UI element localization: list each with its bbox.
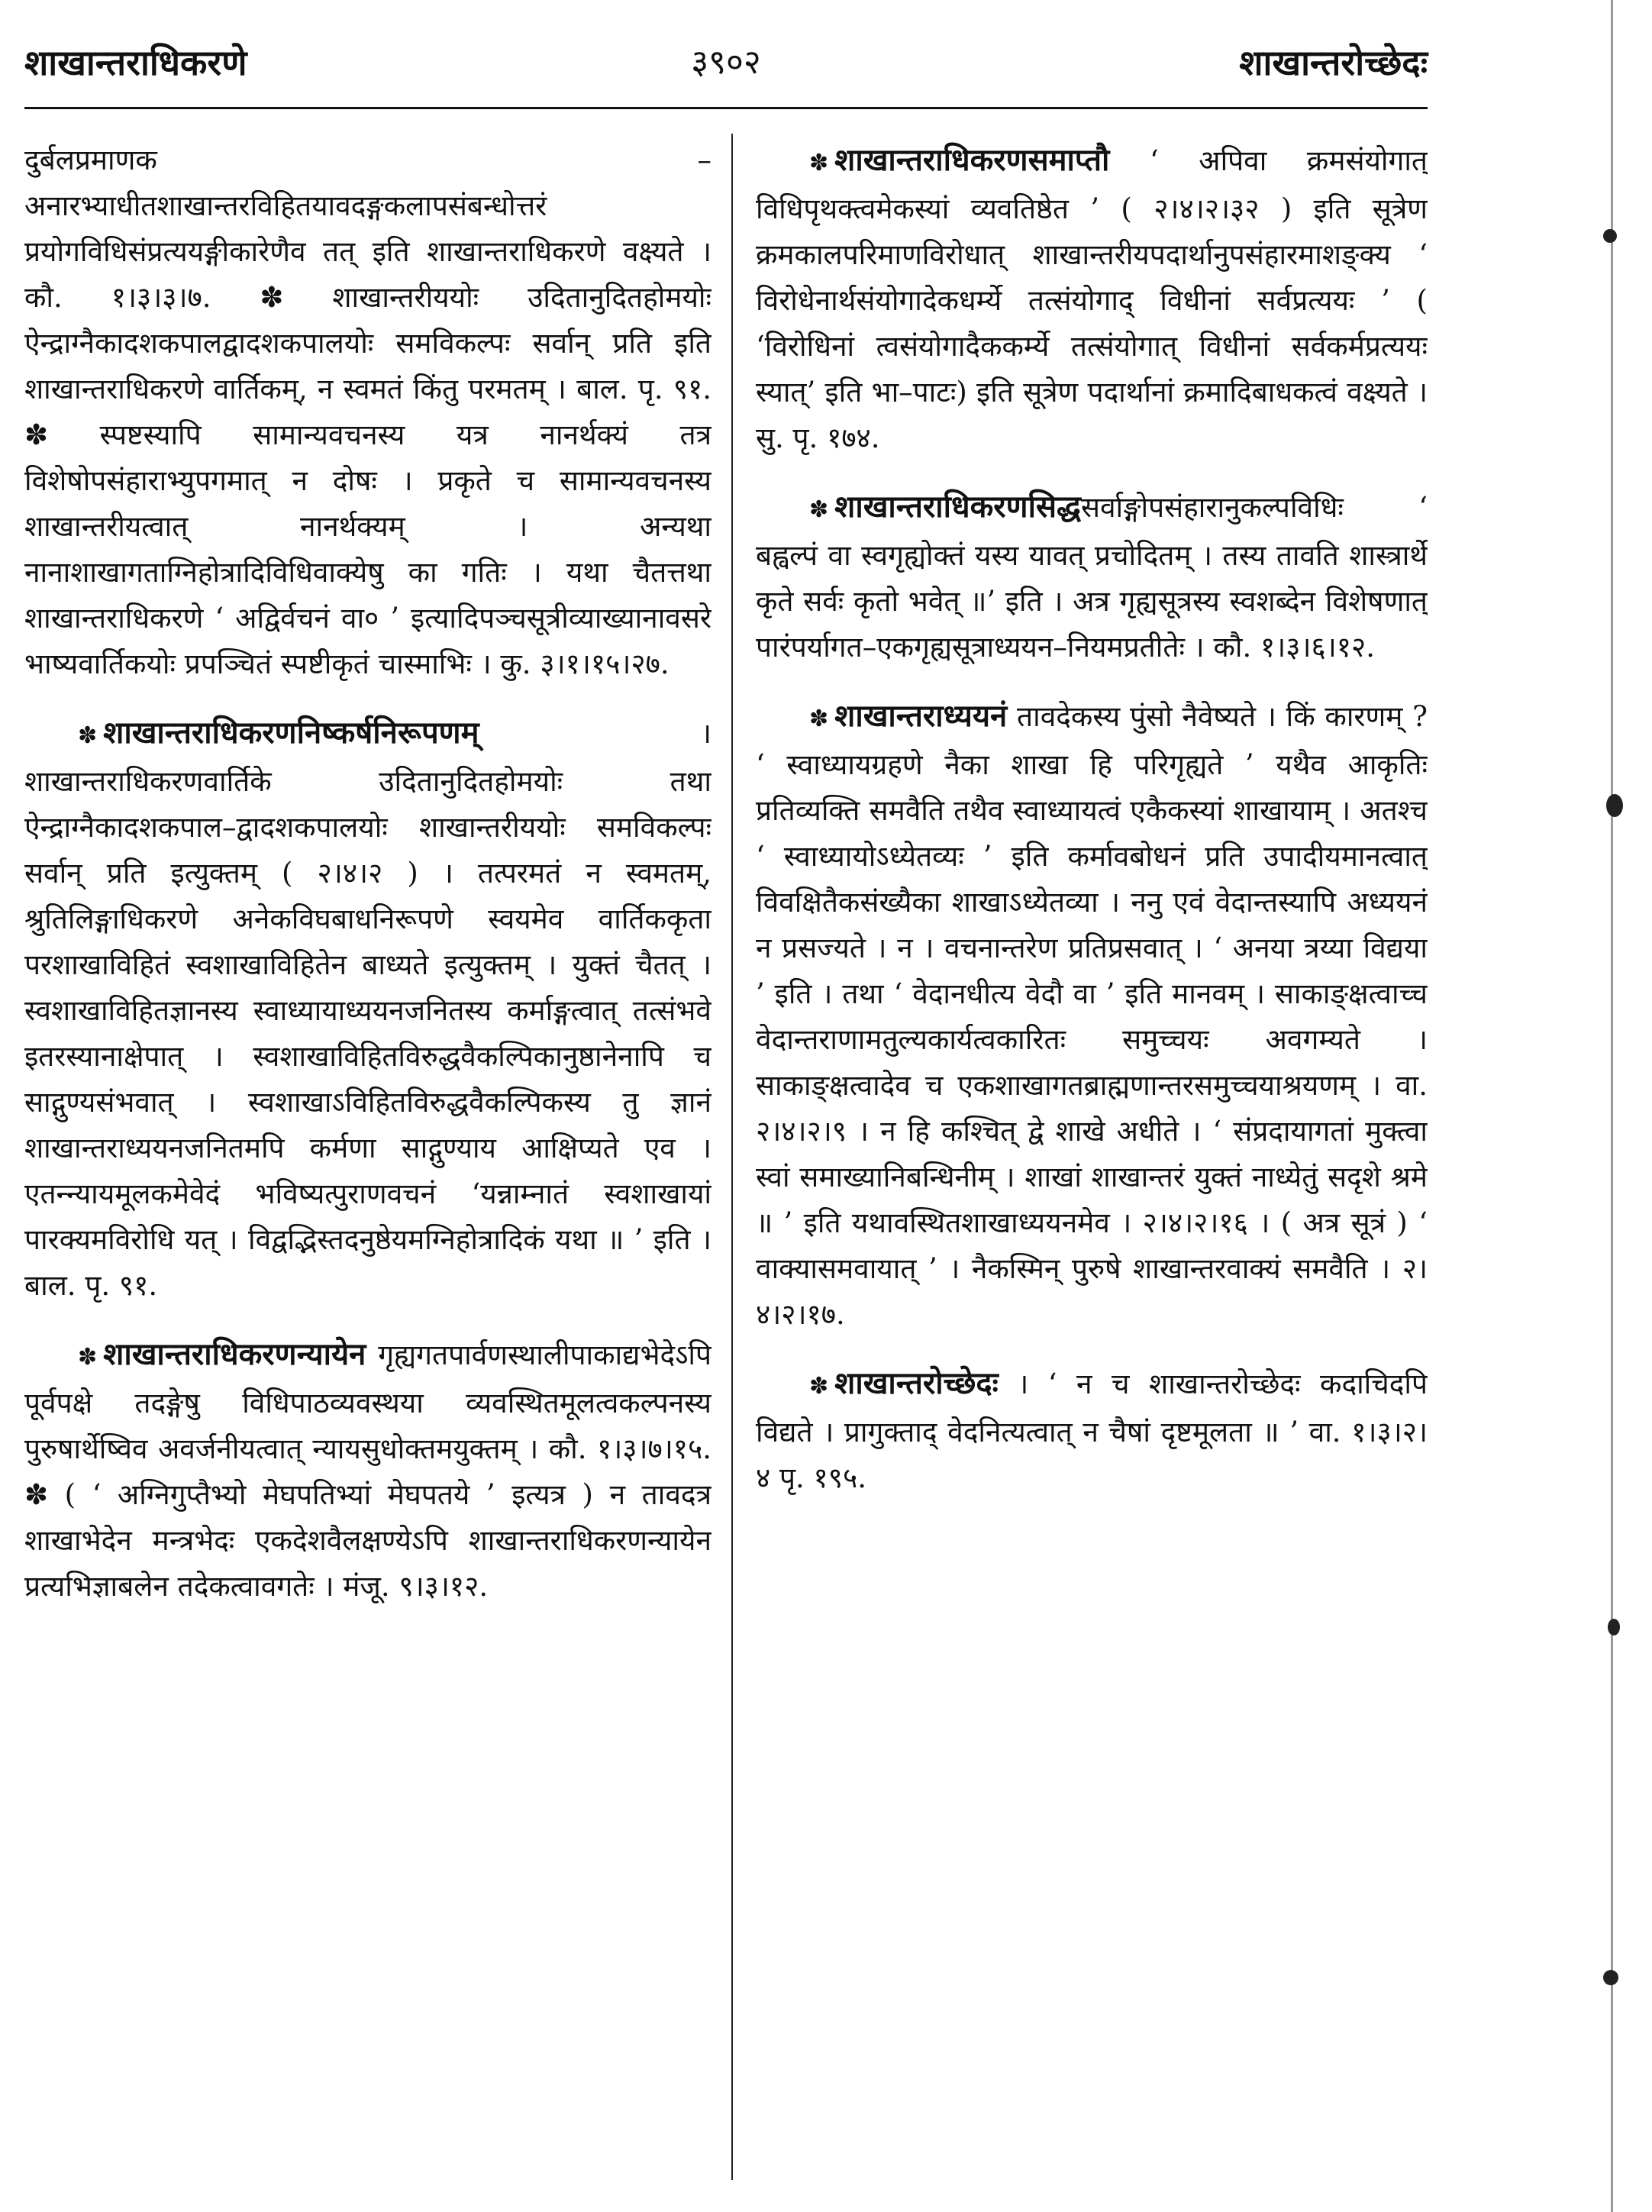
scan-edge-artifact — [1580, 0, 1652, 2212]
left-entry-3 — [24, 1332, 711, 1610]
star-icon: ✽ — [809, 150, 829, 176]
scan-edge-line — [1611, 0, 1613, 2212]
header-left-keyword: शाखान्तराधिकरणे — [24, 42, 247, 83]
entry-text: । शाखान्तराधिकरणवार्तिके उदितानुदितहोमयोः तथा ऐन्द्राग्नैकादशकपाल–द्वादशकपालयोः शाखान्तरीययोः समविकल्पः सर्वान् प्रति इत्युक्तम् ( २।४।२ ) । तत्परमतं न स्वमतम्, श्रुतिलिङ्गाधिकरणे अनेकविघबाधनिरूपणे स्वयमेव वार्तिककृता परशाखाविहितं स्वशाखाविहितेन बाध्यते इत्युक्तम् । युक्तं चैतत् । स्वशाखाविहितज्ञानस्य स्वाध्यायाध्ययनजनितस्य कर्माङ्गत्वात् तत्संभवे इतरस्यानाक्षेपात् । स्वशाखाविहितविरुद्धवैकल्पिकानुष्ठानेनापि च साद्गुण्यसंभवात् । स्वशाखाऽविहितविरुद्धवैकल्पिकस्य तु ज्ञानं शाखान्तराध्ययनजनितमपि कर्मणा साद्गुण्याय आक्षिप्यते एव । एतन्न्यायमूलकमेवेदं भविष्यत्पुराणवचनं ‘यन्नाम्नातं स्वशाखायां पारक्यमविरोधि यत् । विद्वद्भिस्तदनुष्ठेयमग्निहोत्रादिकं यथा ॥ ’ इति । बाल. पृ. ९१. — [24, 717, 711, 1302]
scan-speck — [1608, 1619, 1620, 1636]
scan-speck — [1603, 229, 1617, 243]
right-entry-3 — [756, 693, 1428, 1338]
entry-heading: शाखान्तराधिकरणसमाप्तौ — [834, 142, 1110, 178]
star-icon: ✽ — [809, 1373, 829, 1400]
right-entry-2 — [756, 484, 1428, 670]
entry-text: सर्वाङ्गोपसंहारानुकल्पविधिः ‘ बह्वल्पं वा स्वगृह्योक्तं यस्य यावत् प्रचोदितम् । तस्य तावति शास्त्रार्थे कृते सर्वः कृतो भवेत् ॥’ इति । अत्र गृह्यसूत्रस्य स्वशब्देन विशेषणात् पारंपर्यागत–एकगृह्यसूत्राध्ययन–नियमप्रतीतेः । कौ. १।३।६।१२. — [756, 491, 1428, 664]
entry-heading: शाखान्तराधिकरणनिष्कर्षनिरूपणम् — [103, 715, 479, 751]
page-header — [24, 29, 1428, 96]
entry-text: । ‘ न च शाखान्तरोच्छेदः कदाचिदपि विद्यते । प्रागुक्ताद् वेदनित्यत्वात् न चैषां दृष्टमूलता ॥ ’ वा. १।३।२।४ पृ. १९५. — [756, 1368, 1428, 1494]
star-icon: ✽ — [809, 496, 829, 523]
left-entry-1 — [24, 137, 711, 687]
left-entry-2 — [24, 710, 711, 1309]
entry-text: दुर्बलप्रमाणक – अनारभ्याधीतशाखान्तरविहितयावदङ्गकलापसंबन्धोत्तरं प्रयोगविधिसंप्रत्ययङ्गीकारेणैव तत् इति शाखान्तराधिकरणे वक्ष्यते । कौ. १।३।३।७. ✽ शाखान्तरीययोः उदितानुदितहोमयोः ऐन्द्राग्नैकादशकपालद्वादशकपालयोः समविकल्पः सर्वान् प्रति इति शाखान्तराधिकरणे वार्तिकम्, न स्वमतं किंतु परमतम् । बाल. पृ. ९१. ✽ स्पष्टस्यापि सामान्यवचनस्य यत्र नानर्थक्यं तत्र विशेषोपसंहाराभ्युपगमात् न दोषः । प्रकृते च सामान्यवचनस्य शाखान्तरीयत्वात् नानर्थक्यम् । अन्यथा नानाशाखागताग्निहोत्रादिविधिवाक्येषु का गतिः । यथा चैतत्तथा शाखान्तराधिकरणे ‘ अद्विर्वचनं वा० ’ इत्यादिपञ्चसूत्रीव्याख्यानावसरे भाष्यवार्तिकयोः प्रपञ्चितं स्पष्टीकृतं चास्माभिः । कु. ३।१।१५।२७. — [24, 144, 711, 680]
star-icon: ✽ — [78, 1344, 98, 1371]
header-rule — [24, 107, 1428, 109]
header-right-keyword: शाखान्तरोच्छेदः — [1239, 42, 1428, 83]
left-column — [24, 137, 711, 2184]
right-entry-4 — [756, 1361, 1428, 1501]
star-icon: ✽ — [78, 722, 98, 749]
scan-speck — [1606, 794, 1623, 817]
right-entry-1 — [756, 137, 1428, 461]
page-number: ३९०२ — [691, 43, 761, 82]
entry-text: तावदेकस्य पुंसो नैवेष्यते । किं कारणम् ? ‘ स्वाध्यायग्रहणे नैका शाखा हि परिगृह्यते ’ यथैव आकृतिः प्रतिव्यक्ति समवैति तथैव स्वाध्यायत्वं एकैकस्यां शाखायाम् । अतश्च ‘ स्वाध्यायोऽध्येतव्यः ’ इति कर्मावबोधनं प्रति उपादीयमानत्वात् विवक्षितैकसंख्यैका शाखाऽध्येतव्या । ननु एवं वेदान्तस्यापि अध्ययनं न प्रसज्यते । न । वचनान्तरेण प्रतिप्रसवात् । ‘ अनया त्रय्या विद्यया ’ इति । तथा ‘ वेदानधीत्य वेदौ वा ’ इति मानवम् । साकाङ्क्षत्वाच्च वेदान्तराणामतुल्यकार्यत्वकारितः समुच्चयः अवगम्यते । साकाङ्क्षत्वादेव च एकशाखागतब्राह्मणान्तरसमुच्चयाश्रयणम् । वा. २।४।२।९ । न हि कश्चित् द्वे शाखे अधीते । ‘ संप्रदायागतां मुक्त्वा स्वां समाख्यानिबन्धिनीम् । शाखां शाखान्तरं युक्तं नाध्येतुं सदृशे श्रमे ॥ ’ इति यथावस्थितशाखाध्ययनमेव । २।४।२।१६ । ( अत्र सूत्रं ) ‘ वाक्यासमवायात् ’ । नैकस्मिन् पुरुषे शाखान्तरवाक्यं समवैति । २।४।२।१७. — [756, 700, 1428, 1331]
entry-heading: शाखान्तराधिकरणसिद्ध — [834, 489, 1081, 525]
scan-speck — [1603, 1970, 1618, 1985]
star-icon: ✽ — [809, 706, 829, 732]
entry-heading: शाखान्तराधिकरणन्यायेन — [103, 1336, 366, 1372]
entry-heading: शाखान्तराध्ययनं — [834, 698, 1008, 734]
entry-text: गृह्यगतपार्वणस्थालीपाकाद्यभेदेऽपि पूर्वपक्षे तदङ्गेषु विधिपाठव्यवस्थया व्यवस्थितमूलत्वकल्पनस्य पुरुषार्थेष्विव अवर्जनीयत्वात् न्यायसुधोक्तमयुक्तम् । कौ. १।३।७।१५. ✽ ( ‘ अग्निगुप्तैभ्यो मेघपतिभ्यां मेघपतये ’ इत्यत्र ) न तावदत्र शाखाभेदेन मन्त्रभेदः एकदेशवैलक्षण्येऽपि शाखान्तराधिकरणन्यायेन प्रत्यभिज्ञाबलेन तदेकत्वावगतेः । मंजू. ९।३।१२. — [24, 1339, 711, 1603]
entry-heading: शाखान्तरोच्छेदः — [834, 1365, 999, 1401]
right-column — [756, 137, 1428, 2184]
column-divider — [731, 134, 733, 2180]
entry-text: ‘ अपिवा क्रमसंयोगात् विधिपृथक्त्वमेकस्यां व्यवतिष्ठेत ’ ( २।४।२।३२ ) इति सूत्रेण क्रमकालपरिमाणविरोधात् शाखान्तरीयपदार्थानुपसंहारमाशङ्क्य ‘ विरोधेनार्थसंयोगादेकधर्म्ये तत्संयोगाद् विधीनां सर्वप्रत्ययः ’ ( ‘विरोधिनां त्वसंयोगादैककर्म्ये तत्संयोगात् विधीनां सर्वकर्मप्रत्ययः स्यात्’ इति भा–पाटः) इति सूत्रेण पदार्थानां क्रमादिबाधकत्वं वक्ष्यते । सु. पृ. १७४. — [756, 144, 1428, 454]
